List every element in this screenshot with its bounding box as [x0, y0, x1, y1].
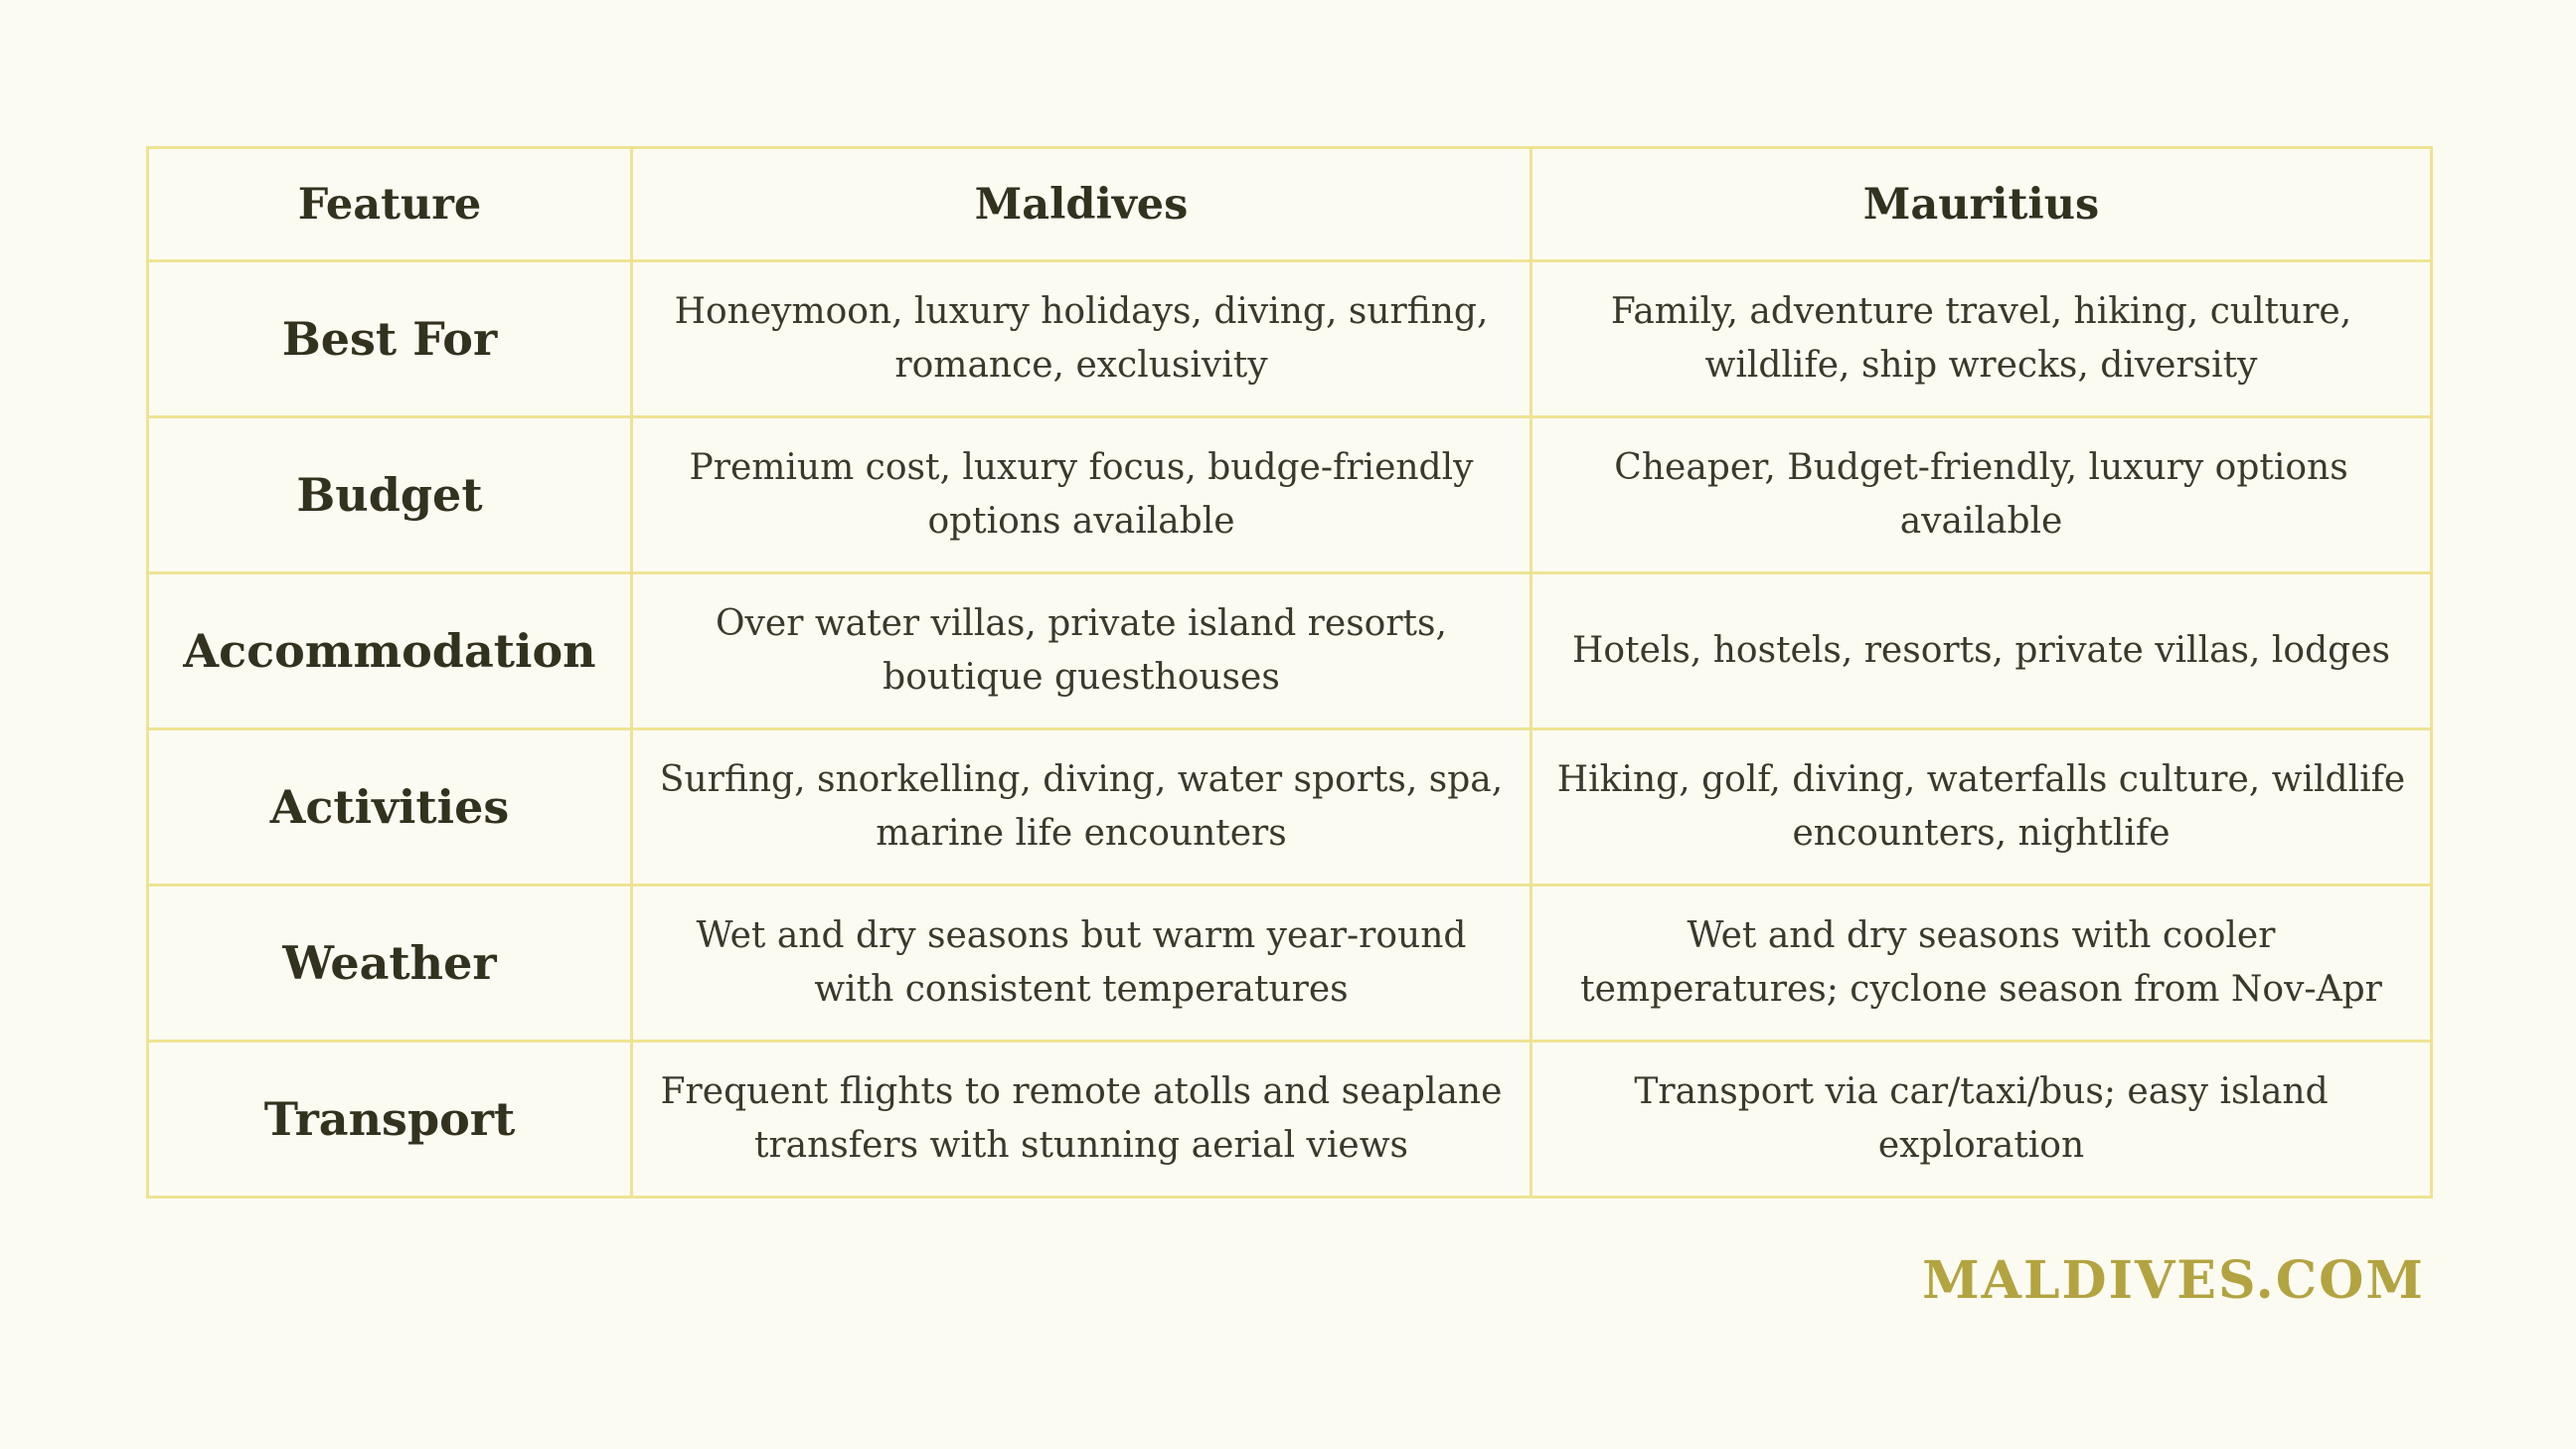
mauritius-cell: Family, adventure travel, hiking, culture, wildlife, ship wrecks, diversity [1531, 261, 2432, 417]
row-feature-cell: Best For [148, 261, 632, 417]
table-row [148, 261, 2432, 417]
header-maldives: Maldives [632, 148, 1531, 261]
maldives-cell: Frequent flights to remote atolls and seaplane transfers with stunning aerial views [632, 1042, 1531, 1198]
row-feature-cell: Transport [148, 1042, 632, 1198]
mauritius-cell: Hotels, hostels, resorts, private villas, lodges [1531, 573, 2432, 729]
header-mauritius: Mauritius [1531, 148, 2432, 261]
table-row [148, 573, 2432, 729]
row-feature-cell: Accommodation [148, 573, 632, 729]
mauritius-cell: Hiking, golf, diving, waterfalls culture, wildlife encounters, nightlife [1531, 729, 2432, 886]
row-feature-cell: Activities [148, 729, 632, 886]
mauritius-cell: Transport via car/taxi/bus; easy island exploration [1531, 1042, 2432, 1198]
table-row [148, 1042, 2432, 1198]
maldives-cell: Over water villas, private island resorts, boutique guesthouses [632, 573, 1531, 729]
mauritius-cell: Wet and dry seasons with cooler temperatures; cyclone season from Nov-Apr [1531, 886, 2432, 1042]
maldives-cell: Wet and dry seasons but warm year-round with consistent temperatures [632, 886, 1531, 1042]
header-feature: Feature [148, 148, 632, 261]
maldives-cell: Surfing, snorkelling, diving, water sports, spa, marine life encounters [632, 729, 1531, 886]
table-row [148, 417, 2432, 573]
row-feature-cell: Weather [148, 886, 632, 1042]
table-row [148, 886, 2432, 1042]
comparison-table [146, 146, 2433, 1199]
maldives-cell: Premium cost, luxury focus, budge-friendly options available [632, 417, 1531, 573]
table-row [148, 729, 2432, 886]
table-header-row [148, 148, 2432, 261]
row-feature-cell: Budget [148, 417, 632, 573]
brand-logo-text: MALDIVES.COM [1922, 1250, 2425, 1311]
maldives-cell: Honeymoon, luxury holidays, diving, surfing, romance, exclusivity [632, 261, 1531, 417]
mauritius-cell: Cheaper, Budget-friendly, luxury options available [1531, 417, 2432, 573]
